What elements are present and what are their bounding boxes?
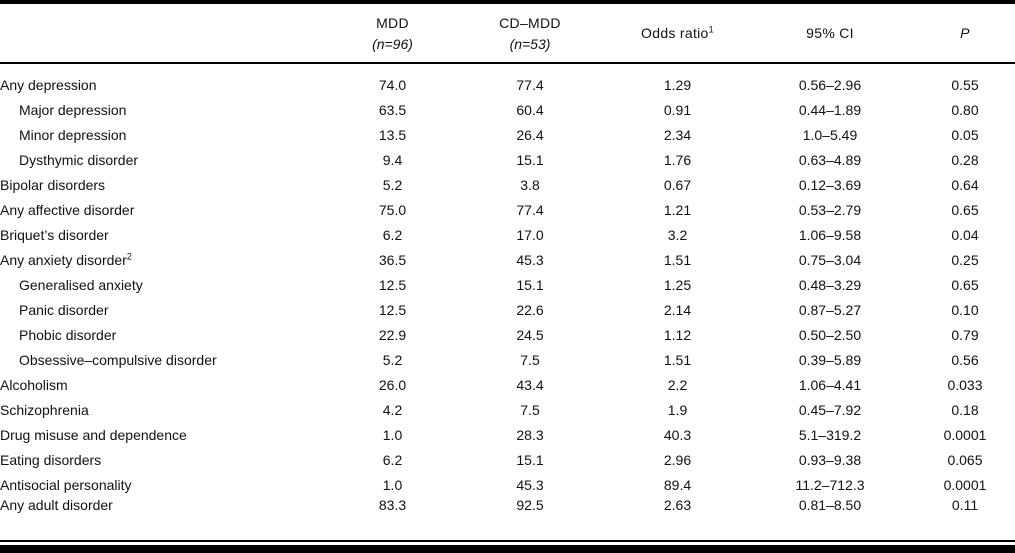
col-header-empty (0, 4, 335, 63)
odds-ratio-value: 1.25 (663, 276, 692, 293)
mdd-value: 5.2 (382, 176, 403, 193)
odds-ratio-value: 1.9 (667, 401, 688, 418)
cdmdd-value: 92.5 (516, 497, 544, 513)
cdmdd-value: 77.4 (516, 201, 544, 218)
col-header-cdmdd-n: (n=53) (509, 36, 551, 52)
mdd-value: 83.3 (378, 497, 407, 513)
col-header-mdd-n: (n=96) (372, 36, 413, 52)
p-value: 0.65 (951, 201, 979, 218)
col-header-p (915, 4, 1015, 63)
mdd-value: 74.0 (378, 76, 407, 93)
table-body (0, 63, 1015, 497)
row-label: Panic disorder (19, 301, 109, 318)
mdd-value: 12.5 (378, 276, 407, 293)
cdmdd-value: 7.5 (520, 351, 540, 368)
odds-ratio-value: 0.91 (663, 101, 692, 118)
header-row (0, 4, 1015, 63)
ci-value: 1.06–4.41 (798, 376, 862, 393)
ci-value: 0.75–3.04 (798, 251, 862, 268)
table-row (0, 472, 1015, 497)
table-row (0, 272, 1015, 297)
cdmdd-value: 15.1 (516, 276, 544, 293)
ci-value: 0.50–2.50 (798, 326, 862, 343)
cdmdd-value: 3.8 (520, 176, 540, 193)
odds-ratio-value: 2.2 (667, 376, 688, 393)
page-bottom-bar (0, 545, 1015, 553)
odds-ratio-value: 1.76 (663, 151, 692, 168)
p-value: 0.80 (951, 101, 979, 118)
cdmdd-value: 60.4 (516, 101, 544, 118)
row-label: Alcoholism (0, 376, 68, 393)
odds-ratio-value: 2.63 (663, 497, 692, 513)
row-label: Antisocial personality (0, 476, 132, 493)
mdd-value: 22.9 (378, 326, 407, 343)
odds-ratio-value: 2.96 (663, 451, 692, 468)
odds-ratio-value: 1.51 (663, 351, 692, 368)
mdd-value: 9.4 (382, 151, 403, 168)
mdd-value: 12.5 (378, 301, 407, 318)
row-label: Obsessive–compulsive disorder (19, 351, 217, 368)
odds-ratio-footnote-marker: 1 (708, 24, 714, 35)
mdd-value: 6.2 (382, 451, 403, 468)
table-row (0, 72, 1015, 97)
mdd-value: 36.5 (378, 251, 407, 268)
cdmdd-value: 45.3 (516, 476, 544, 493)
ci-value: 0.12–3.69 (798, 176, 862, 193)
mdd-value: 1.0 (382, 476, 403, 493)
table-row (0, 422, 1015, 447)
cdmdd-value: 28.3 (516, 426, 544, 443)
mdd-value: 6.2 (382, 226, 403, 243)
col-header-odds-ratio (610, 4, 745, 63)
footnote-marker: 2 (126, 250, 132, 261)
row-label: Minor depression (19, 126, 127, 143)
odds-ratio-value: 2.34 (663, 126, 692, 143)
p-value: 0.11 (951, 497, 979, 513)
cdmdd-value: 45.3 (516, 251, 544, 268)
col-header-odds-title: Odds ratio (641, 25, 709, 41)
ci-value: 0.87–5.27 (798, 301, 862, 318)
p-value: 0.18 (951, 401, 979, 418)
ci-value: 0.44–1.89 (798, 101, 862, 118)
ci-value: 0.63–4.89 (798, 151, 862, 168)
table-row (0, 322, 1015, 347)
spacer-row (0, 63, 1015, 72)
cdmdd-value: 22.6 (516, 301, 544, 318)
table-header (0, 4, 1015, 63)
mdd-value: 75.0 (378, 201, 407, 218)
row-label: Eating disorders (0, 451, 102, 468)
ci-value: 0.56–2.96 (798, 76, 862, 93)
summary-row (0, 497, 1015, 513)
col-header-mdd-title: MDD (376, 15, 409, 31)
table-row (0, 247, 1015, 272)
table-row (0, 397, 1015, 422)
table-row (0, 172, 1015, 197)
p-value: 0.56 (951, 351, 979, 368)
table-row (0, 222, 1015, 247)
p-value: 0.25 (951, 251, 979, 268)
row-label: Schizophrenia (0, 401, 89, 418)
col-header-p-title: P (960, 25, 970, 41)
mdd-value: 1.0 (382, 426, 403, 443)
odds-ratio-value: 89.4 (663, 476, 692, 493)
p-value: 0.05 (951, 126, 979, 143)
odds-ratio-value: 2.14 (663, 301, 692, 318)
p-value: 0.10 (951, 301, 979, 318)
col-header-ci-title: 95% CI (806, 25, 854, 41)
row-label: Any adult disorder (0, 497, 113, 513)
row-label: Dysthymic disorder (19, 151, 139, 168)
p-value: 0.28 (951, 151, 979, 168)
p-value: 0.55 (951, 76, 979, 93)
col-header-mdd (335, 4, 450, 63)
p-value: 0.65 (951, 276, 979, 293)
odds-ratio-value: 3.2 (667, 226, 688, 243)
p-value: 0.64 (951, 176, 979, 193)
mdd-value: 63.5 (378, 101, 407, 118)
p-value: 0.0001 (943, 426, 987, 443)
p-value: 0.04 (951, 226, 979, 243)
odds-ratio-value: 1.21 (663, 201, 692, 218)
p-value: 0.0001 (943, 476, 987, 493)
table-footer (0, 497, 1015, 513)
cdmdd-value: 17.0 (516, 226, 544, 243)
table-row (0, 372, 1015, 397)
table-bottom-rule (0, 540, 1015, 542)
cdmdd-value: 26.4 (516, 126, 544, 143)
ci-value: 0.93–9.38 (798, 451, 862, 468)
col-header-cdmdd-title: CD–MDD (499, 15, 561, 31)
row-label: Any depression (0, 76, 97, 93)
ci-value: 0.48–3.29 (798, 276, 862, 293)
row-label: Drug misuse and dependence (0, 426, 187, 443)
row-label: Major depression (19, 101, 127, 118)
row-label: Briquet’s disorder (0, 226, 109, 243)
cdmdd-value: 15.1 (516, 451, 544, 468)
ci-value: 1.06–9.58 (798, 226, 862, 243)
ci-value: 0.39–5.89 (798, 351, 862, 368)
row-label: Generalised anxiety (19, 276, 143, 293)
odds-ratio-value: 40.3 (663, 426, 692, 443)
table-row (0, 447, 1015, 472)
odds-ratio-value: 1.12 (663, 326, 692, 343)
cdmdd-value: 77.4 (516, 76, 544, 93)
row-label: Phobic disorder (19, 326, 117, 343)
ci-value: 0.81–8.50 (798, 497, 862, 513)
p-value: 0.79 (951, 326, 979, 343)
cdmdd-value: 24.5 (516, 326, 544, 343)
mdd-value: 4.2 (382, 401, 403, 418)
ci-value: 1.0–5.49 (802, 126, 858, 143)
row-label: Any affective disorder (0, 201, 135, 218)
table-row (0, 147, 1015, 172)
odds-ratio-value: 0.67 (663, 176, 692, 193)
odds-ratio-value: 1.29 (663, 76, 692, 93)
cdmdd-value: 43.4 (516, 376, 544, 393)
ci-value: 11.2–712.3 (795, 476, 865, 493)
ci-value: 0.45–7.92 (798, 401, 862, 418)
table-row (0, 297, 1015, 322)
table-row (0, 197, 1015, 222)
row-label: Bipolar disorders (0, 176, 106, 193)
mdd-value: 13.5 (378, 126, 407, 143)
cdmdd-value: 15.1 (516, 151, 544, 168)
col-header-cdmdd (450, 4, 610, 63)
col-header-ci (745, 4, 915, 63)
table-row (0, 97, 1015, 122)
row-label: Any anxiety disorder$^2$ (0, 250, 132, 268)
ci-value: 5.1–319.2 (798, 426, 862, 443)
ci-value: 0.53–2.79 (798, 201, 862, 218)
mdd-value: 5.2 (382, 351, 403, 368)
mdd-value: 26.0 (378, 376, 407, 393)
table-row (0, 122, 1015, 147)
cdmdd-value: 7.5 (520, 401, 540, 418)
p-value: 0.033 (947, 376, 983, 393)
table-row (0, 347, 1015, 372)
comorbidity-table (0, 4, 1015, 513)
odds-ratio-value: 1.51 (663, 251, 692, 268)
p-value: 0.065 (947, 451, 983, 468)
